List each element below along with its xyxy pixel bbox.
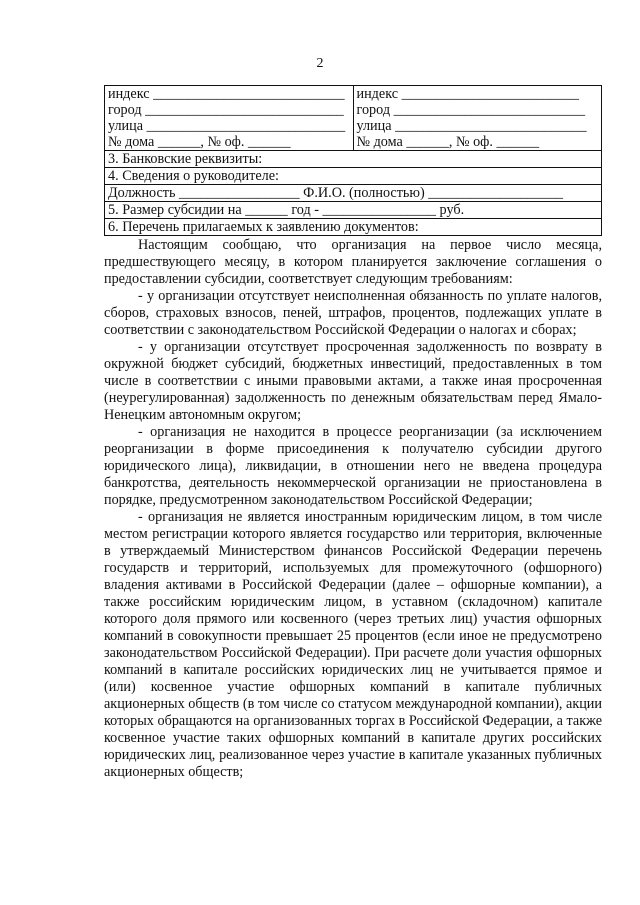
- director-position-row: Должность _________________ Ф.И.О. (полностью) ___________________: [105, 185, 602, 202]
- requirement-reorganization: - организация не находится в процессе реорганизации (за исключением реорганизации в форме присоединения к получателю субсидии другого юридического лица), ликвидации, в отношении него не введена процедура банкротства, деятельность некоммерческой организации не приостановлена в порядке, предусмотренном законодательством Российской Федерации;: [104, 424, 602, 508]
- bank-details-row: 3. Банковские реквизиты:: [105, 151, 602, 168]
- body-text: [104, 237, 602, 781]
- address-left-house: № дома ______, № оф. ______: [108, 134, 291, 150]
- address-left-index: индекс ___________________________: [108, 86, 345, 102]
- address-row: [105, 86, 602, 151]
- director-info-row: 4. Сведения о руководителе:: [105, 168, 602, 185]
- address-right-cell: [353, 86, 602, 151]
- address-right-index: индекс _________________________: [356, 86, 579, 102]
- requirement-taxes: - у организации отсутствует неисполненная обязанность по уплате налогов, сборов, страховых взносов, пеней, штрафов, процентов, подлежащих уплате в соответствии с законодательством Российской Федерации о налогах и сборах;: [104, 288, 602, 338]
- address-right-street: улица ___________________________: [356, 118, 587, 134]
- requirement-debt: - у организации отсутствует просроченная задолженность по возврату в окружной бюджет субсидий, бюджетных инвестиций, предоставленных в том числе в соответствии с иными правовыми актами, а также иная просроченная (неурегулированная) задолженность по денежным обязательствам перед Ямало-Ненецким автономным округом;: [104, 339, 602, 423]
- address-right-city: город ___________________________: [356, 102, 586, 118]
- address-left-cell: [105, 86, 354, 151]
- subsidy-amount-row: 5. Размер субсидии на ______ год - ________________ руб.: [105, 202, 602, 219]
- address-left-street: улица ____________________________: [108, 118, 346, 134]
- address-right-house: № дома ______, № оф. ______: [356, 134, 540, 150]
- requirement-offshore: - организация не является иностранным юридическим лицом, в том числе местом регистрации которого является государство или территория, включенные в утверждаемый Министерством финансов Российской Федерации перечень государств и территорий, используемых для промежуточного (офшорного) владения активами в Российской Федерации (далее – офшорные компании), а также российским юридическим лицом, в уставном (складочном) капитале которого доля прямого или косвенного (через третьих лиц) участия офшорных компаний в совокупности превышает 25 процентов (если иное не предусмотрено законодательством Российской Федерации). При расчете доли участия офшорных компаний в капитале российских юридических лиц не учитывается прямое и (или) косвенное участие офшорных компаний в капитале публичных акционерных обществ (в том числе со статусом международной компании), акции которых обращаются на организованных торгах в Российской Федерации, а также косвенное участие таких офшорных компаний в капитале других российских юридических лиц, реализованное через участие в капитале указанных публичных акционерных обществ;: [104, 509, 602, 780]
- application-form-table: [104, 85, 602, 236]
- attached-documents-row: 6. Перечень прилагаемых к заявлению документов:: [105, 219, 602, 236]
- intro-paragraph: Настоящим сообщаю, что организация на первое число месяца, предшествующего месяцу, в котором планируется заключение соглашения о предоставлении субсидии, соответствует следующим требованиям:: [104, 237, 602, 287]
- page-number: 2: [316, 56, 324, 71]
- address-left-city: город ____________________________: [108, 102, 344, 118]
